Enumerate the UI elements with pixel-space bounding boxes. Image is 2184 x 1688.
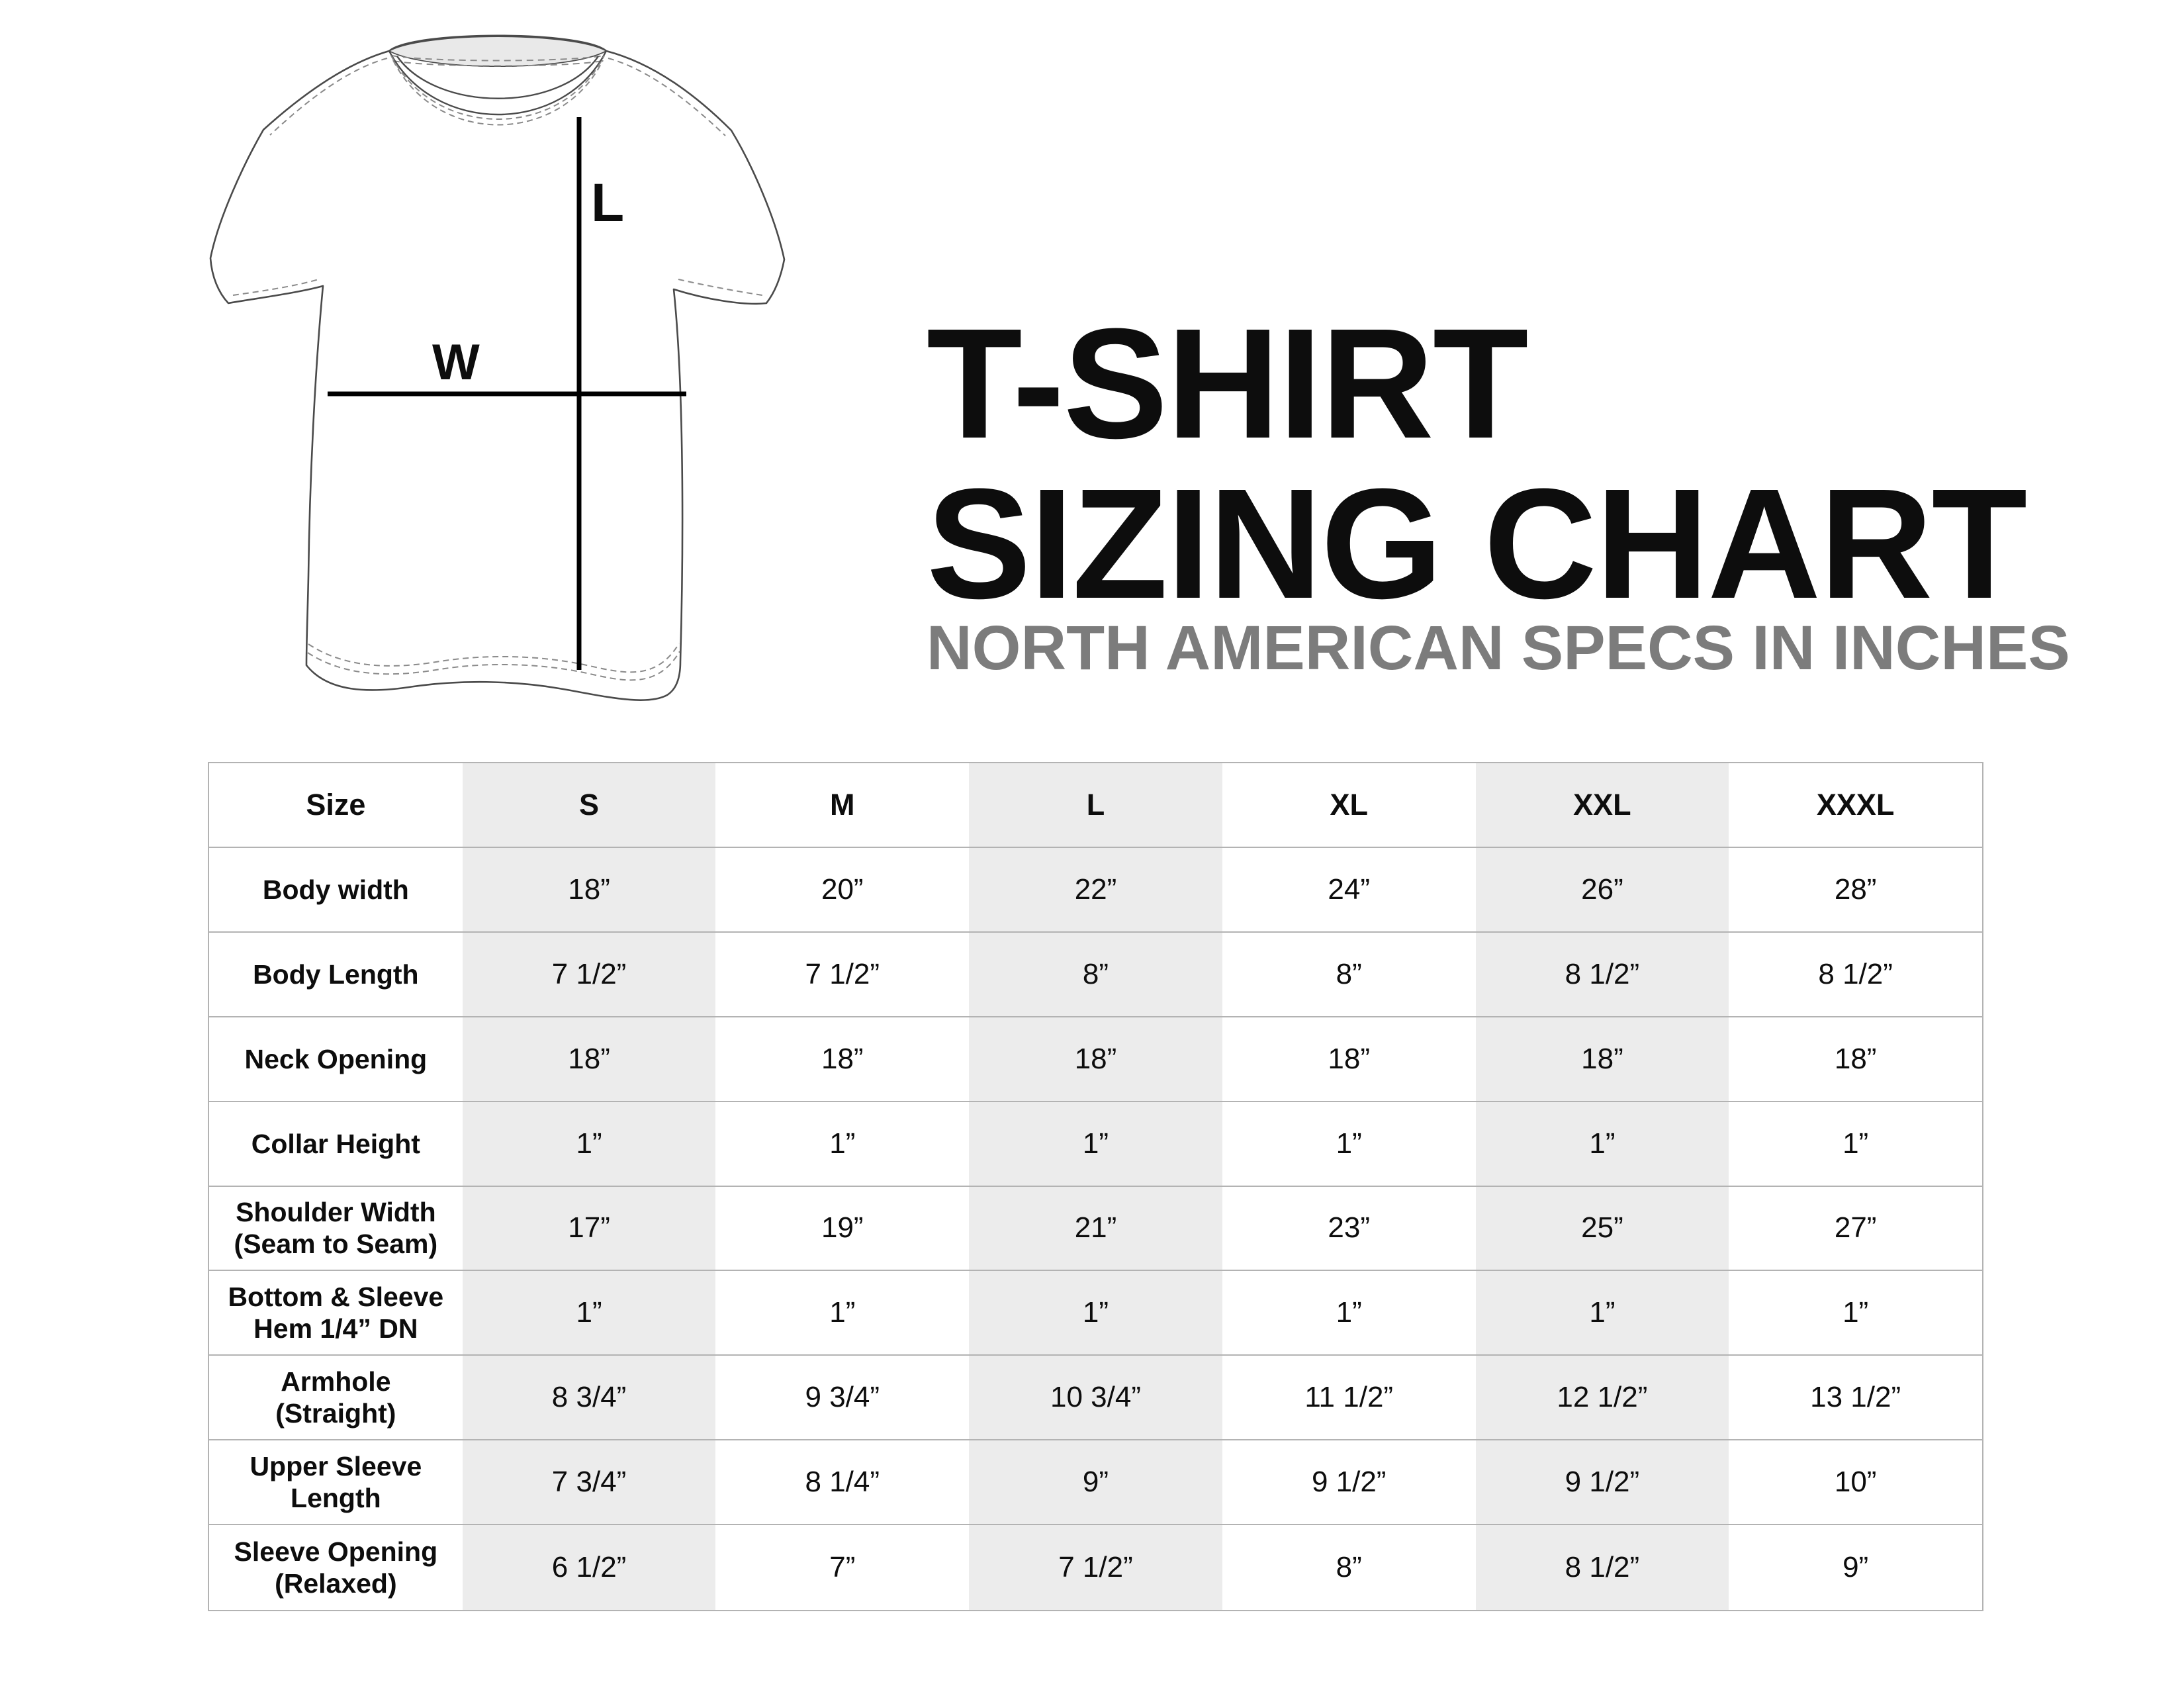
cell-value: 1” [1729, 1271, 1982, 1356]
row-label-line: Upper Sleeve [250, 1451, 422, 1482]
cell-value: 8 1/2” [1476, 1525, 1729, 1610]
cell-value: 1” [1476, 1102, 1729, 1187]
row-label-line: Body Length [253, 959, 419, 990]
cell-value: 20” [715, 848, 969, 933]
cell-value: 8” [969, 933, 1222, 1017]
cell-value: 7” [829, 1551, 856, 1584]
cell-value: 7 1/2” [715, 933, 969, 1017]
cell-value: 9” [1843, 1551, 1869, 1584]
row-label-line: Collar Height [251, 1128, 420, 1159]
column-header: S [463, 763, 716, 848]
cell-value: 1” [969, 1271, 1222, 1356]
cell-value: 21” [969, 1187, 1222, 1272]
tshirt-body-outline [210, 36, 784, 700]
row-label-line: Body width [262, 874, 409, 905]
cell-value: 9 1/2” [1476, 1440, 1729, 1525]
size-header: Size [209, 763, 463, 848]
cell-value: 1” [715, 1102, 969, 1187]
cell-value: 8 1/2” [1476, 933, 1729, 1017]
cell-value: 1” [715, 1271, 969, 1356]
cell-value: 11 1/2” [1222, 1356, 1476, 1440]
cell-value: 8” [1222, 933, 1476, 1017]
cell-value: 1” [1476, 1271, 1729, 1356]
row-label [209, 1271, 463, 1356]
row-label [209, 848, 463, 933]
cell-value: 7 1/2” [969, 1525, 1222, 1610]
row-label-line: (Straight) [275, 1398, 396, 1429]
column-header: XL [1222, 763, 1476, 848]
cell-value: 24” [1222, 848, 1476, 933]
cell-value: 28” [1729, 848, 1982, 933]
row-label [209, 1102, 463, 1187]
cell-value: 27” [1729, 1187, 1982, 1272]
cell-value: 9” [969, 1440, 1222, 1525]
row-label-line: Bottom & Sleeve [228, 1282, 444, 1313]
row-label-line: Armhole [281, 1366, 391, 1397]
row-label-line: (Seam to Seam) [234, 1229, 438, 1260]
column-header: L [969, 763, 1222, 848]
column-header: XXXL [1729, 763, 1982, 848]
column-header: M [715, 763, 969, 848]
row-label-line: (Relaxed) [275, 1568, 397, 1599]
row-label [209, 933, 463, 1017]
row-label [209, 1017, 463, 1102]
cell-value: 1” [1729, 1102, 1982, 1187]
cell-value: 18” [969, 1017, 1222, 1102]
title-block [927, 296, 2026, 632]
cell-value: 12 1/2” [1476, 1356, 1729, 1440]
cell-value: 18” [1476, 1017, 1729, 1102]
cell-value: 22” [969, 848, 1222, 933]
cell-value: 6 1/2” [463, 1525, 716, 1610]
cell-value: 8” [1336, 1551, 1362, 1584]
width-label: W [432, 334, 480, 391]
cell-value: 17” [463, 1187, 716, 1272]
row-label-line: Sleeve Opening [234, 1536, 438, 1568]
cell-value: 19” [715, 1187, 969, 1272]
cell-value: 1” [1222, 1102, 1476, 1187]
cell-value: 10 3/4” [969, 1356, 1222, 1440]
sizing-table [208, 762, 1983, 1611]
cell-value: 8 1/2” [1729, 933, 1982, 1017]
title-line-2: SIZING CHART [927, 456, 2026, 632]
cell-value: 9 1/2” [1222, 1440, 1476, 1525]
cell-value: 10” [1729, 1440, 1982, 1525]
row-label [209, 1187, 463, 1272]
cell-value: 1” [969, 1102, 1222, 1187]
row-label-line: Hem 1/4” DN [253, 1313, 418, 1344]
cell-value: 8 1/4” [715, 1440, 969, 1525]
row-label-line: Neck Opening [244, 1043, 428, 1074]
cell-value: 1” [463, 1102, 716, 1187]
title-line-1: T-SHIRT [927, 296, 1527, 471]
cell-value: 18” [463, 1017, 716, 1102]
cell-value: 18” [1729, 1017, 1982, 1102]
column-header: XXL [1476, 763, 1729, 848]
tshirt-diagram [0, 0, 827, 741]
cell-value: 7 3/4” [463, 1440, 716, 1525]
cell-value: 8 3/4” [463, 1356, 716, 1440]
cell-value: 13 1/2” [1729, 1356, 1982, 1440]
cell-value: 18” [1222, 1017, 1476, 1102]
cell-value: 18” [715, 1017, 969, 1102]
cell-value: 26” [1476, 848, 1729, 933]
page-subtitle: NORTH AMERICAN SPECS IN INCHES [927, 613, 2070, 683]
row-label [209, 1440, 463, 1525]
row-label [209, 1525, 463, 1610]
cell-value: 23” [1222, 1187, 1476, 1272]
row-label-line: Shoulder Width [236, 1197, 436, 1228]
cell-value: 18” [463, 848, 716, 933]
length-label: L [591, 173, 625, 233]
cell-value: 9 3/4” [715, 1356, 969, 1440]
page-title [927, 296, 2026, 632]
row-label [209, 1356, 463, 1440]
cell-value: 1” [463, 1271, 716, 1356]
row-label-line: Length [291, 1483, 381, 1514]
cell-value: 25” [1476, 1187, 1729, 1272]
cell-value: 7 1/2” [463, 933, 716, 1017]
cell-value: 1” [1222, 1271, 1476, 1356]
